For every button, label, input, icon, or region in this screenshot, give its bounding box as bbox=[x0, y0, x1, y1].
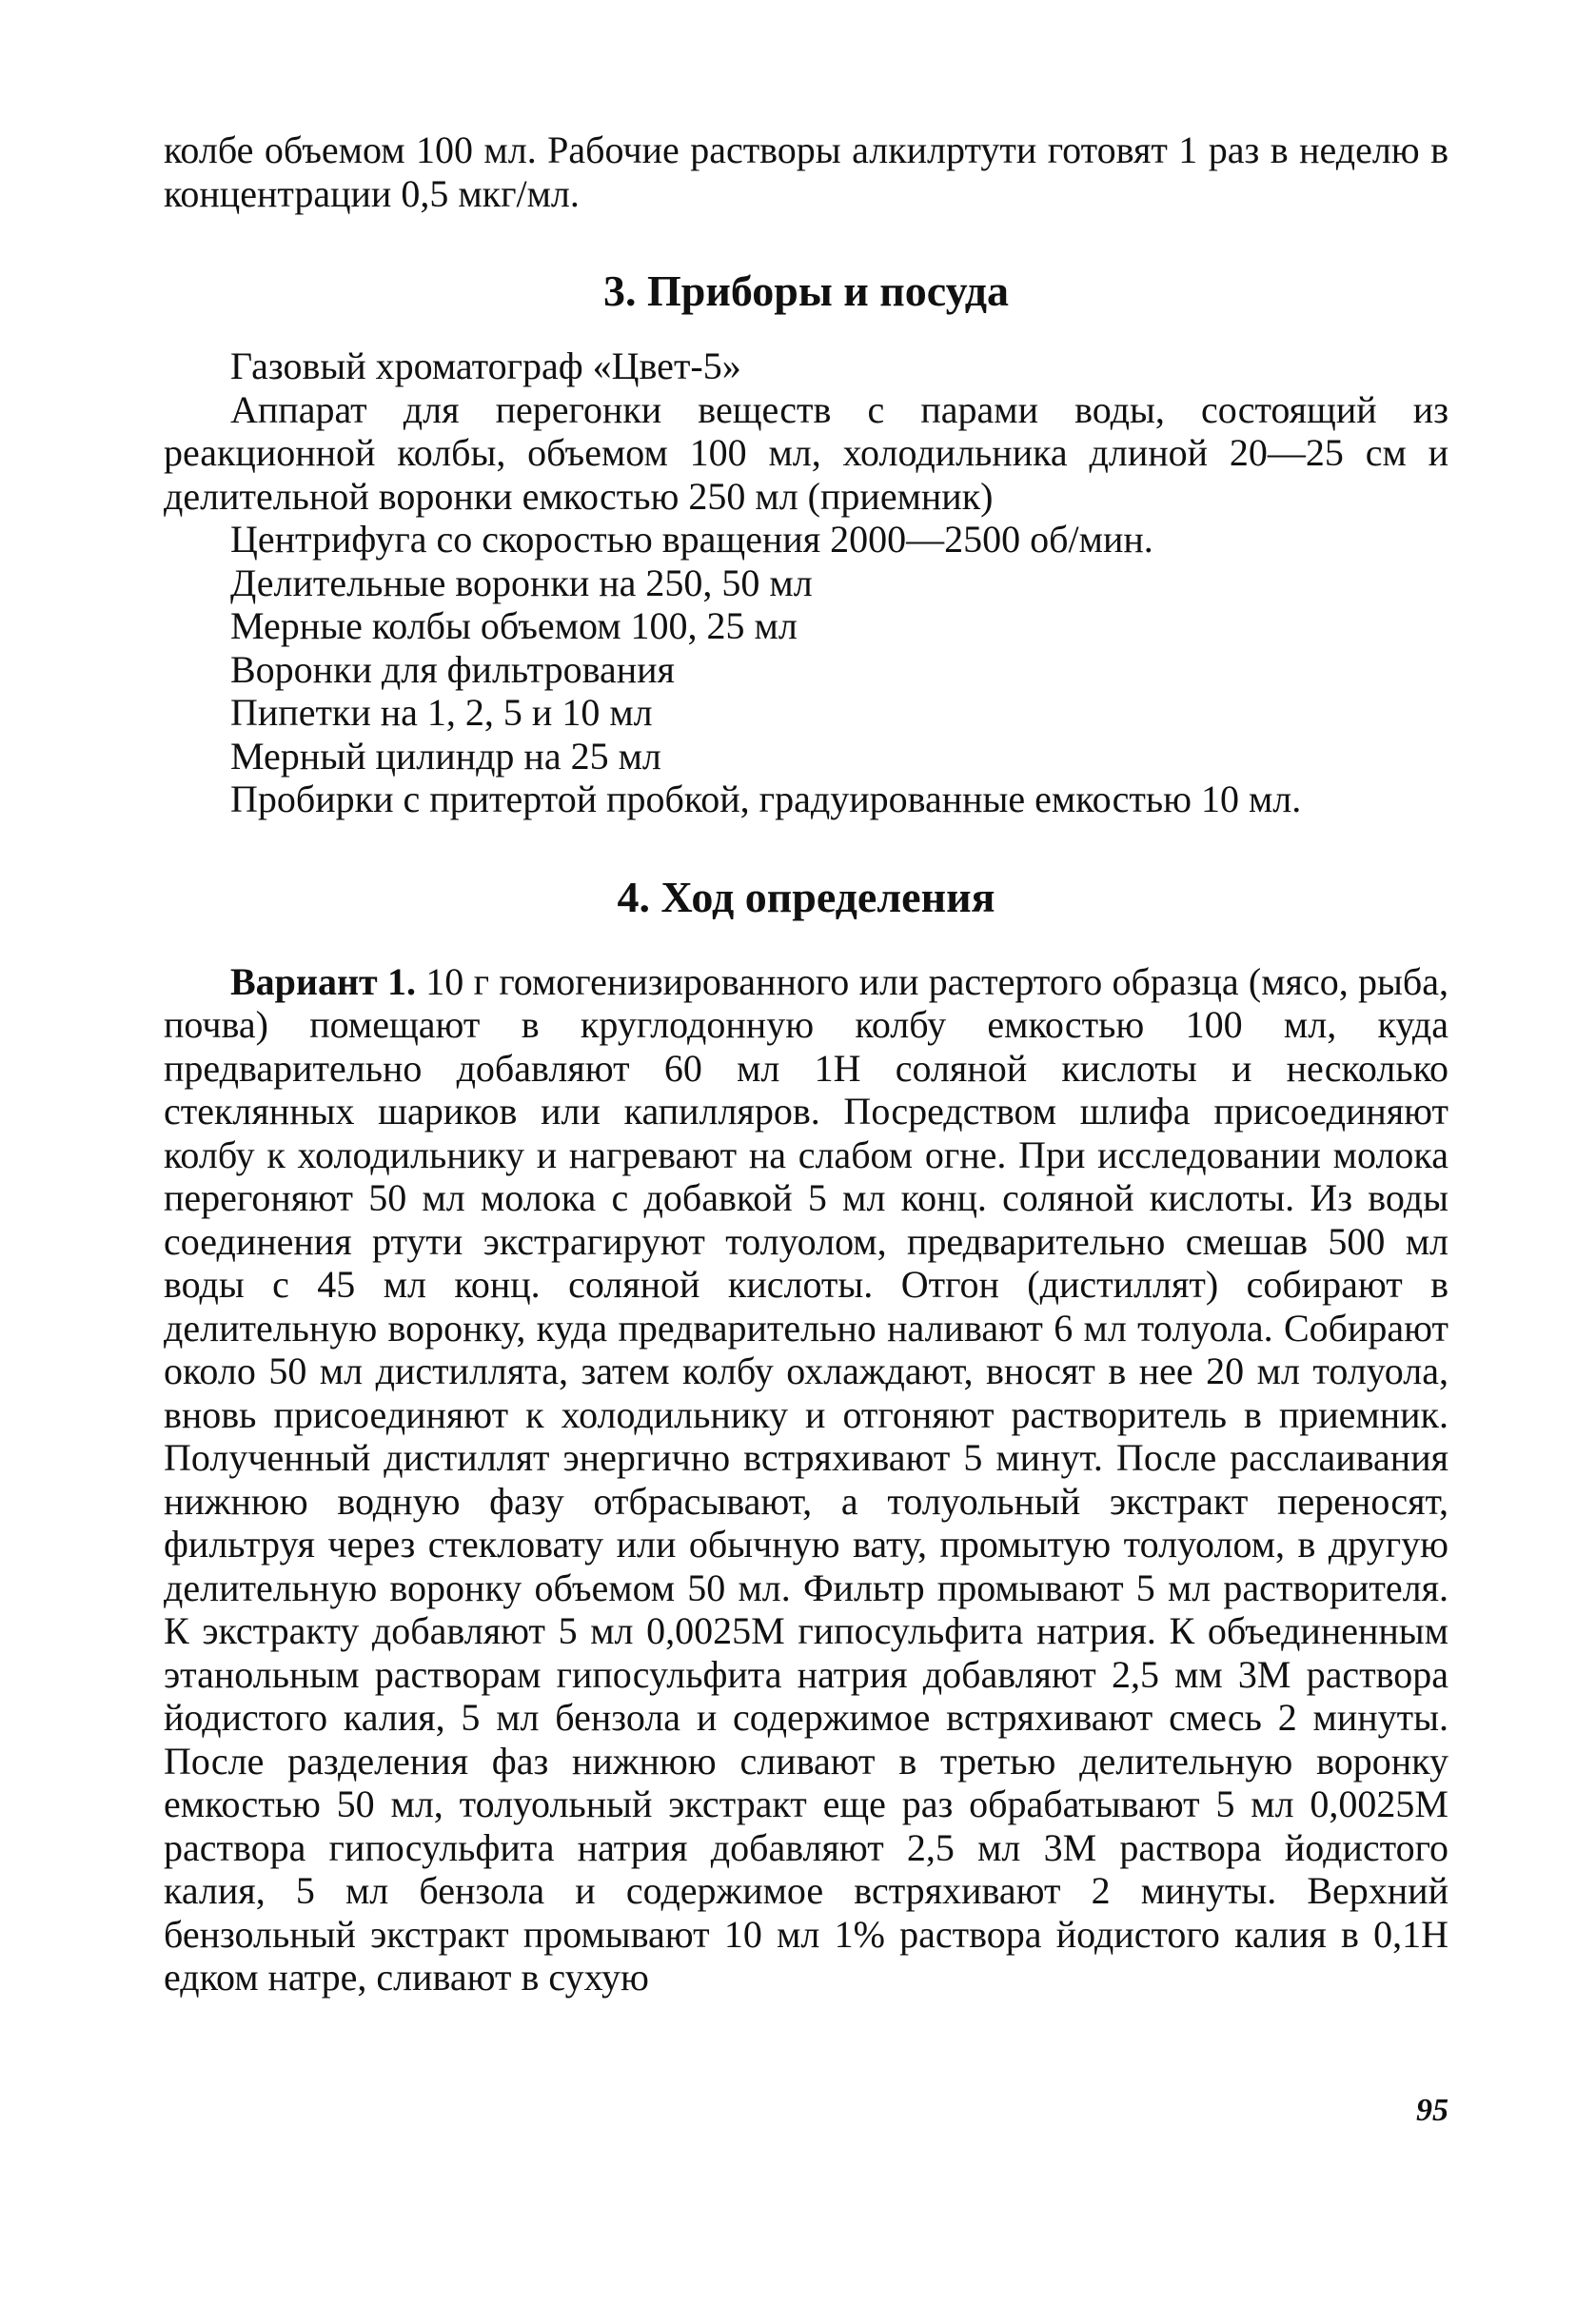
variant-label: Вариант 1. bbox=[230, 959, 416, 1003]
equipment-item: Пробирки с притертой пробкой, градуированные емкостью 10 мл. bbox=[230, 778, 1302, 820]
equipment-list bbox=[164, 345, 1448, 821]
equipment-item: Мерный цилиндр на 25 мл bbox=[230, 734, 661, 778]
equipment-item: Мерные колбы объемом 100, 25 мл bbox=[230, 604, 798, 647]
equipment-item: Центрифуга со скоростью вращения 2000—2500 об/мин. bbox=[230, 518, 1153, 561]
variant-text: 10 г гомогенизированного или растертого образца (мясо, рыба, почва) помещают в круглодонную колбу емкостью 100 мл, куда предварительно добавляют 60 мл 1Н соляной кислоты и несколько стеклянных шариков или капилляров. Посредством шлифа присоединяют колбу к холодильнику и нагревают на слабом огне. При исследовании молока перегоняют 50 мл молока с добавкой 5 мл конц. соляной кислоты. Из воды соединения ртути экстрагируют толуолом, предварительно смешав 500 мл воды с 45 мл конц. соляной кислоты. Отгон (дистиллят) собирают в делительную воронку, куда предварительно наливают 6 мл толуола. Собирают около 50 мл дистиллята, затем колбу охлаждают, вносят в нее 20 мл толуола, вновь присоединяют к холодильнику и отгоняют растворитель в приемник. Полученный дистиллят энергично встряхивают 5 минут. После расслаивания нижнюю водную фазу отбрасывают, а толуольный экстракт переносят, фильтруя через стекловату или обычную вату, промытую толуолом, в другую делительную воронку объемом 50 мл. Фильтр промывают 5 мл растворителя. К экстракту добавляют 5 мл 0,0025М гипосульфита натрия. К объединенным этанольным растворам гипосульфита натрия добавляют 2,5 мм 3М раствора йодистого калия, 5 мл бензола и содержимое встряхивают смесь 2 минуты. После разделения фаз нижнюю сливают в третью делительную воронку емкостью 50 мл, толуольный экстракт еще раз обрабатывают 5 мл 0,0025М раствора гипосульфита натрия добавляют 2,5 мл 3М раствора йодистого калия, 5 мл бензола и содержимое встряхивают 2 минуты. Верхний бензольный экстракт промывают 10 мл 1% раствора йодистого калия в 0,1Н едком натре, сливают в сухую bbox=[164, 959, 1448, 1999]
equipment-item: Аппарат для перегонки веществ с парами воды, состоящий из реакционной колбы, объемом 100 мл, холодильника длиной 20—25 см и делительной воронки емкостью 250 мл (приемник) bbox=[164, 387, 1448, 518]
equipment-item: Пипетки на 1, 2, 5 и 10 мл bbox=[230, 691, 653, 734]
page-content bbox=[164, 128, 1448, 2000]
variant-paragraph bbox=[164, 960, 1448, 2000]
equipment-item: Воронки для фильтрования bbox=[230, 647, 675, 691]
equipment-item: Делительные воронки на 250, 50 мл bbox=[230, 561, 813, 604]
section-3-heading: 3. Приборы и посуда bbox=[603, 266, 1009, 315]
equipment-item: Газовый хроматограф «Цвет-5» bbox=[230, 345, 741, 387]
section-4-heading: 4. Ход определения bbox=[617, 872, 995, 921]
intro-paragraph: колбе объемом 100 мл. Рабочие растворы алкилртути готовят 1 раз в неделю в концентрации 0,5 мкг/мл. bbox=[164, 128, 1448, 215]
page-number: 95 bbox=[1416, 2093, 1448, 2128]
